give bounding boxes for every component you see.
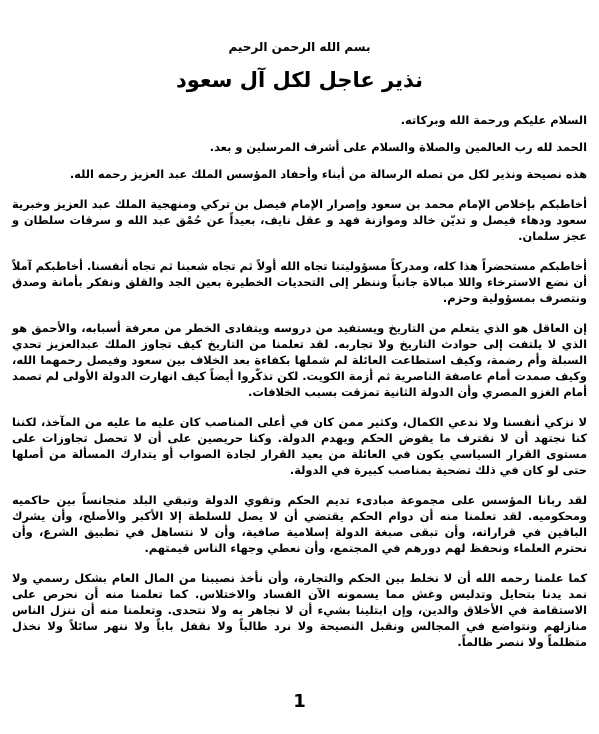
paragraph-conduct: كما علمنا رحمه الله أن لا نخلط بين الحكم والتجارة، وأن نأخذ نصيبنا من المال العام بشكل رسمي ولا نمد يدنا بتحايل وتدليس وغش مما يسمونه الآن الفساد والاختلاس. كما تعلمنا منه أن نحرص على الاستقامة في الأخلاق والدين، وإن ابتلينا بشيء أن لا نجاهر به ولا نتحدى. وتعلمنا منه أن ننزل الناس منازلهم ونتواضع في المجالس ونقبل النصيحة ولا نرد طالباً ولا نقفل باباً ولا ننهر سائلاً ولا نخذل متظلماً ولا ننصر ظالماً. xyxy=(12,571,587,649)
basmala-heading: بسم الله الرحمن الرحيم xyxy=(228,40,371,54)
page-number: 1 xyxy=(293,691,306,712)
paragraph-greeting: السلام عليكم ورحمة الله وبركاته. xyxy=(400,113,587,127)
paragraph-intro: هذه نصيحة ونذير لكل من تصله الرسالة من أبناء وأحفاد المؤسس الملك عبد العزيز رحمه الله. xyxy=(69,167,587,181)
letter-body xyxy=(12,112,587,664)
paragraph-self-critique: لا نزكي أنفسنا ولا ندعي الكمال، وكثير ممن كان في أعلى المناصب كان عليه ما عليه من المآخذ، لكننا كنا نجتهد أن لا نقترف ما يقوض الحكم ويهدم الدولة. وكنا حريصين على أن لا تحصل تجاوزات على مستوى القرار السياسي يكون في العائلة من يعيد القرار لجادة الصواب أو يتدارك المسألة من أصلها حتى لو كان في ذلك تضحية بمناصب كبيرة في الدولة. xyxy=(12,415,587,477)
paragraph-principles: لقد ربانا المؤسس على مجموعة مبادىء تديم الحكم وتقوي الدولة وتبقي البلد متجانساً بين حاكميه ومحكوميه. لقد تعلمنا منه أن دوام الحكم يقتضي أن لا يصل للسلطة إلا الأكبر والأصلح، وأن يشرك الباقين في قراراته، وأن تبقى صبغة الدولة إسلامية صافية، وأن لا نتساهل في تطبيق الشرع، وأن نحترم العلماء ونحفظ لهم دورهم في المجتمع، وأن نعطي وجهاء الناس قيمتهم. xyxy=(12,493,587,555)
paragraph-address: أخاطبكم بإخلاص الإمام محمد بن سعود وإصرار الإمام فيصل بن تركي ومنهجية الملك عبد العزيز وخبرية سعود ودهاء فيصل و تديّن خالد وموازنة فهد و عقل نايف، بعيداً عن حُمْق عبد الله و سرقات سلطان و عجز سلمان. xyxy=(12,197,587,243)
paragraph-responsibility: أخاطبكم مستحضراً هذا كله، ومدركاً مسؤوليتنا تجاه الله أولاً ثم تجاه شعبنا ثم تجاه أنفسنا. أخاطبكم آملاً أن نضع الاسترخاء واللا مبالاة جانباً وننظر إلى التحديات الخطيرة بعين الجد والقلق ونفكر بأمانة وصدق ونتصرف بمسؤولية وحزم. xyxy=(12,259,587,305)
page-title: نذير عاجل لكل آل سعود xyxy=(175,68,424,92)
paragraph-praise: الحمد لله رب العالمين والصلاة والسلام على أشرف المرسلين و بعد. xyxy=(209,140,587,154)
paragraph-history: إن العاقل هو الذي يتعلم من التاريخ ويستفيد من دروسه ويتفادى الخطر من معرفة أسبابه، والأحمق هو الذي لا يلتفت إلى حوادث التاريخ ولا تجاربه. لقد تعلمنا من التاريخ كيف تجاوز الملك عبدالعزيز تحدي السبلة وأم رضمة، وكيف استطاعت العائلة لم شملها بكفاءة بعد الخلاف بين سعود وفيصل رحمهما الله، وكيف صمدت أمام عاصفة الناصرية ثم أزمة الكويت. لكن تذكّروا أيضاً كيف انهارت الدولة الأولى لم تصمد أمام الغزو المصري وأن الدولة الثانية تمزقت بسبب الخلافات. xyxy=(12,321,587,399)
